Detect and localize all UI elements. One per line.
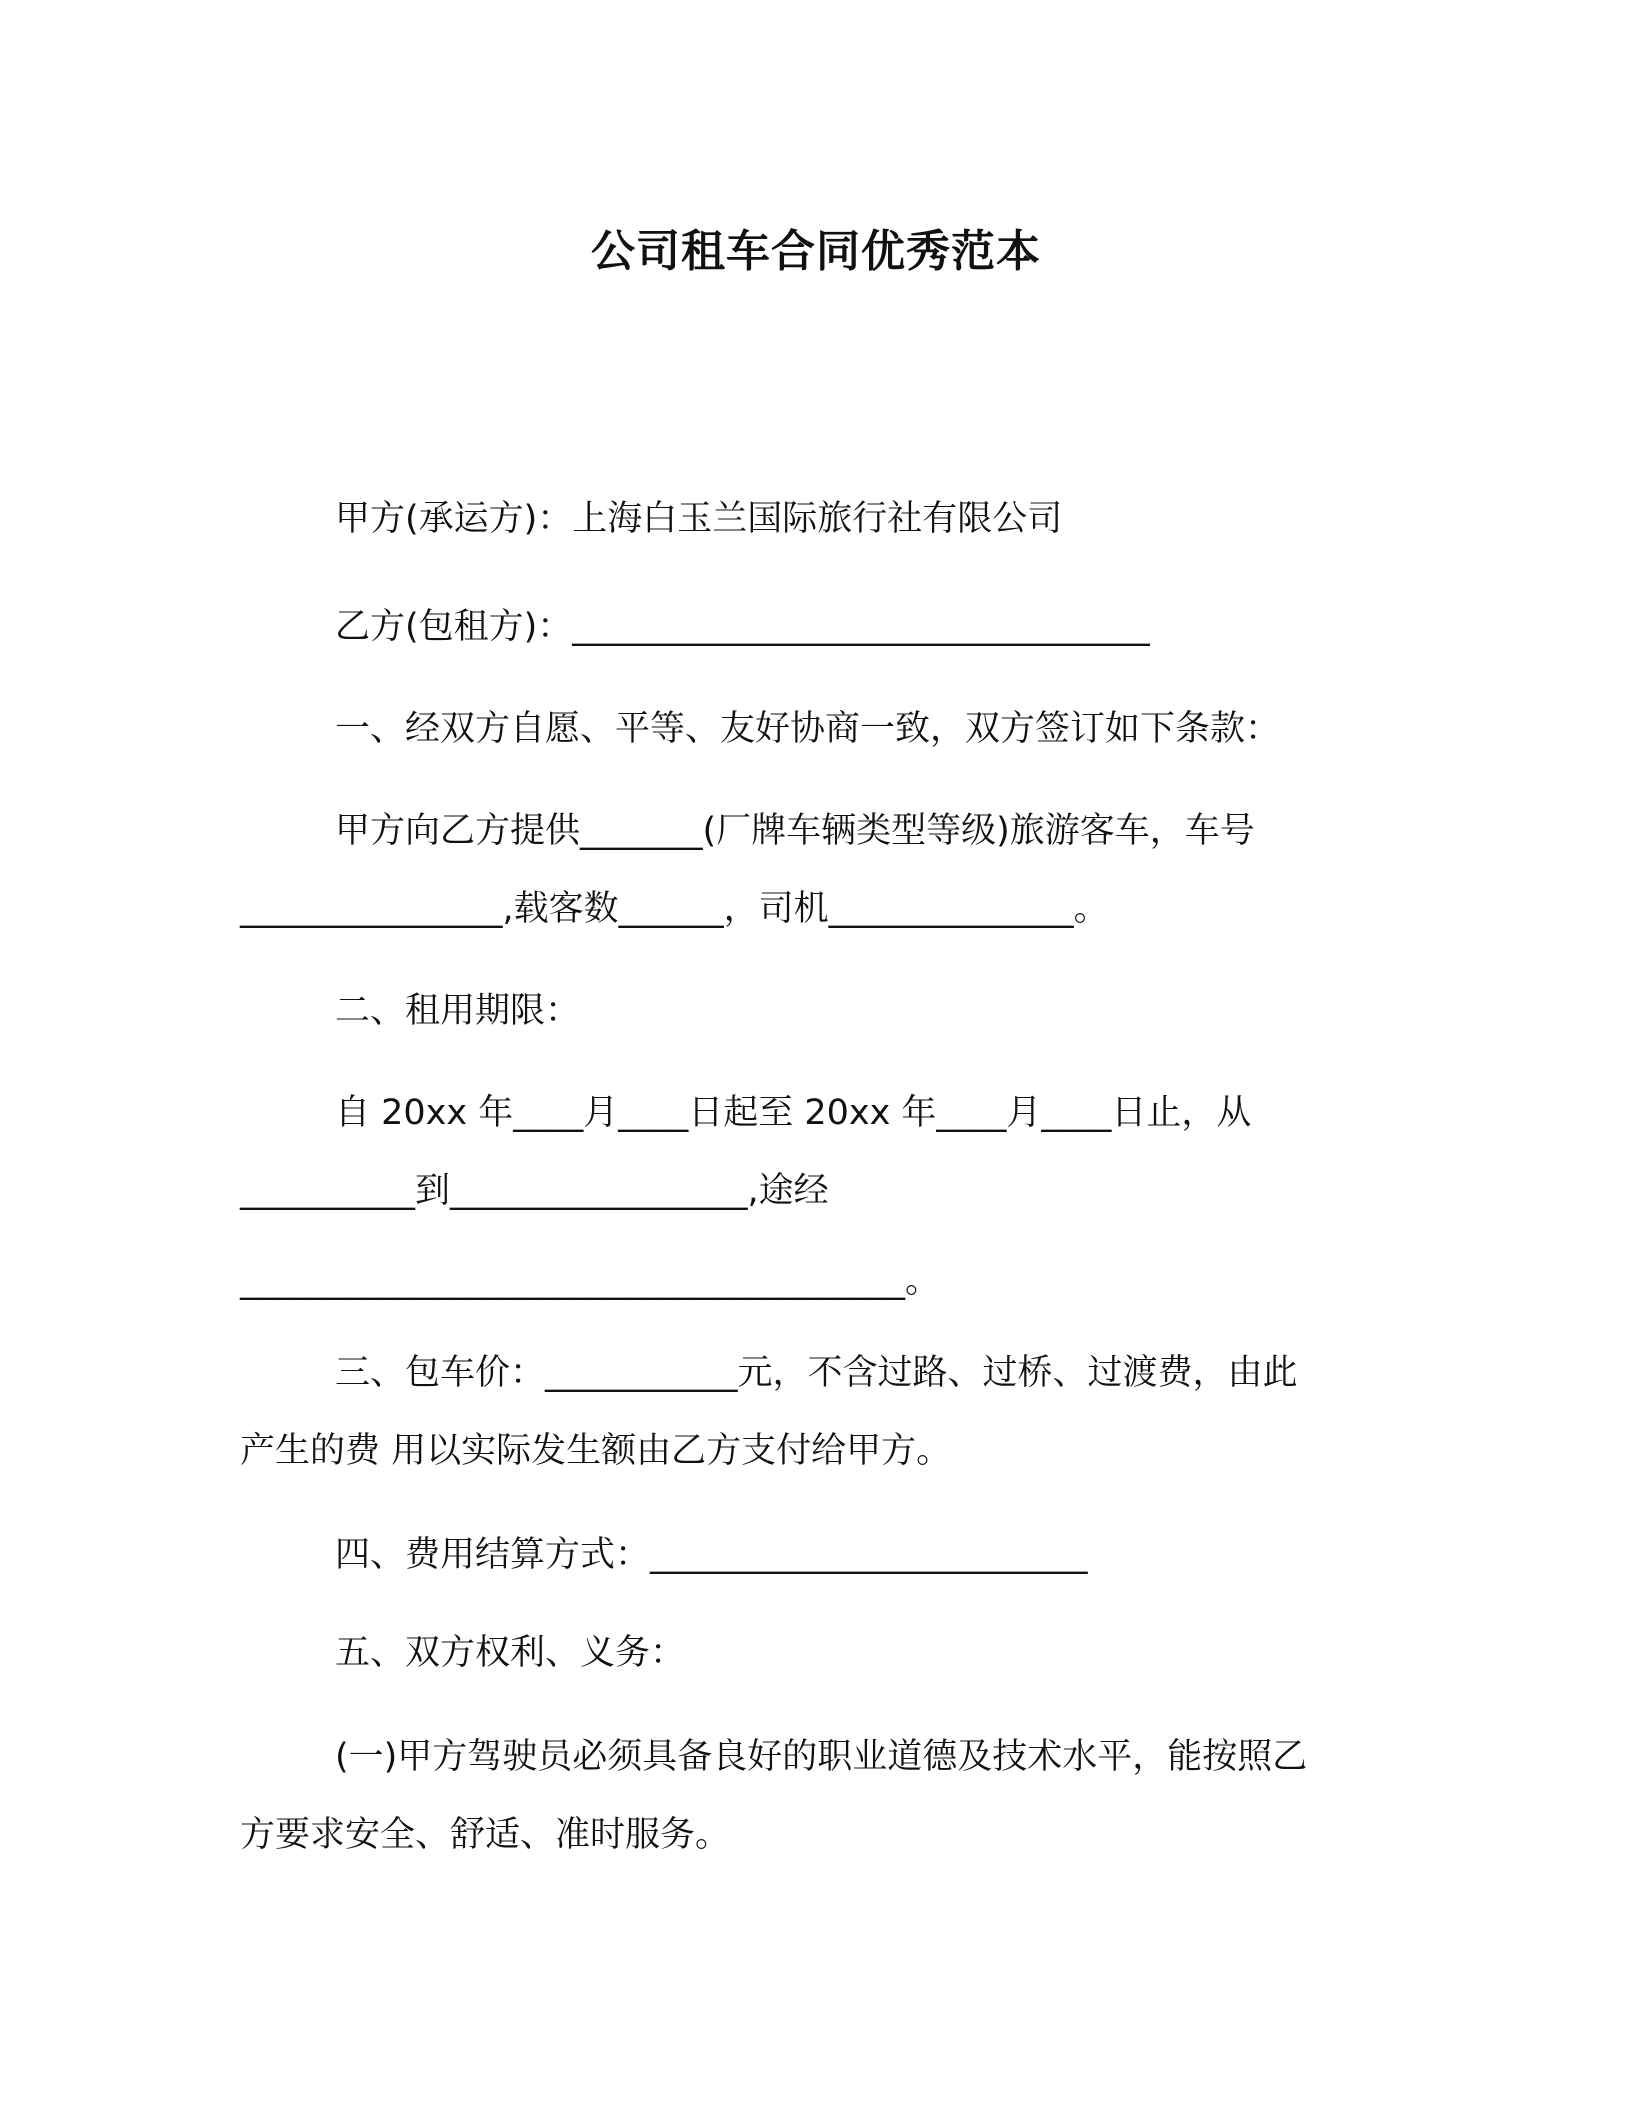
clause-5-heading: [240, 1614, 1400, 1692]
party-b-line: [240, 588, 1400, 666]
clause-3-price-paragraph: [240, 1334, 1400, 1490]
document-title: 公司租车合同优秀范本: [591, 226, 1041, 277]
party-a-line: [240, 480, 1400, 558]
text-line: 甲方(承运方)：上海白玉兰国际旅行社有限公司: [335, 499, 1063, 539]
text-line: __________到_________________,途经: [240, 1171, 829, 1211]
clause-1-heading: [240, 690, 1400, 768]
text-line: 甲方向乙方提供_______(厂牌车辆类型等级)旅游客车，车号: [335, 811, 1255, 851]
clause-5-item-1: [240, 1718, 1400, 1874]
text-line: ______________________________________。: [240, 1261, 941, 1301]
text-line: 二、租用期限：: [335, 991, 581, 1031]
text-line: 方要求安全、舒适、准时服务。: [240, 1815, 731, 1855]
text-line: 四、费用结算方式：_________________________: [335, 1535, 1088, 1575]
text-line: 乙方(包租方)：_________________________________: [335, 607, 1150, 647]
text-line: 一、经双方自愿、平等、友好协商一致，双方签订如下条款：: [335, 709, 1281, 749]
clause-4-settlement: [240, 1516, 1400, 1594]
clause-2-heading: [240, 972, 1400, 1050]
text-line: 产生的费 用以实际发生额由乙方支付给甲方。: [240, 1431, 952, 1471]
vehicle-info-paragraph: [240, 792, 1400, 948]
text-line: _______________,载客数______，司机______________。: [240, 889, 1109, 929]
text-line: 自 20xx 年____月____日起至 20xx 年____月____日止，从: [335, 1093, 1252, 1133]
rental-period-paragraph: [240, 1074, 1400, 1320]
text-line: 五、双方权利、义务：: [335, 1633, 686, 1673]
text-line: (一)甲方驾驶员必须具备良好的职业道德及技术水平，能按照乙: [335, 1737, 1308, 1777]
text-line: 三、包车价：___________元，不含过路、过桥、过渡费，由此: [335, 1353, 1298, 1393]
